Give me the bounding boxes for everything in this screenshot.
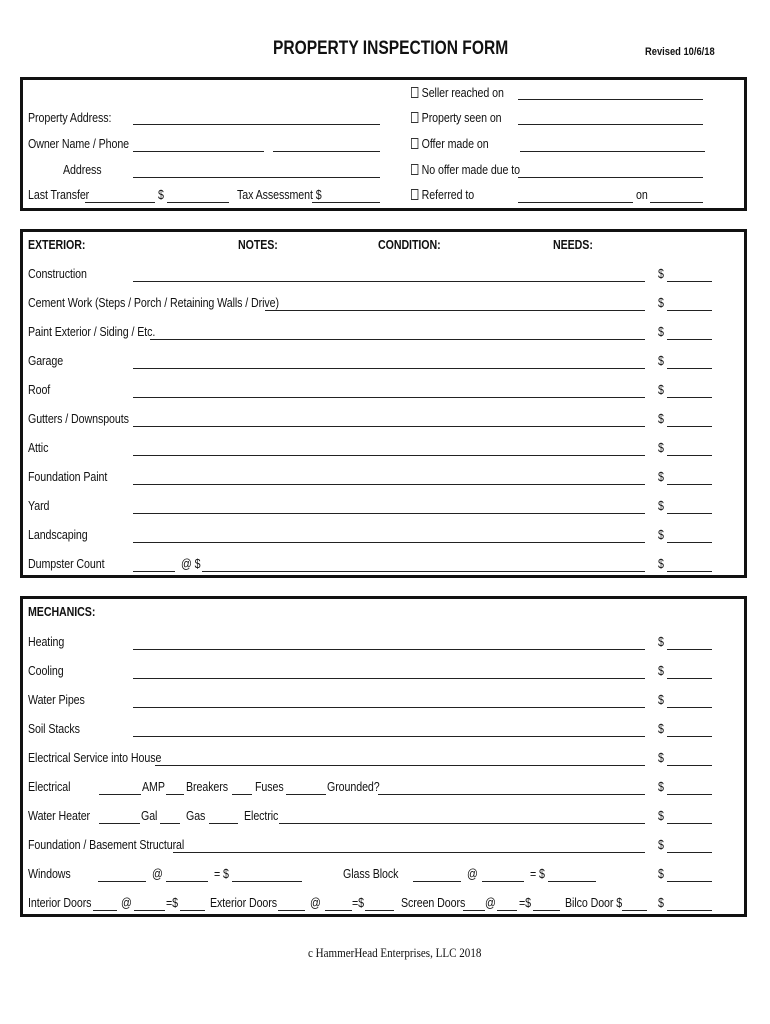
electric-check-field[interactable] — [209, 823, 238, 824]
referred-on-date-field[interactable] — [650, 202, 703, 203]
last-transfer-dollar: $ — [158, 187, 164, 202]
exterior-needs-dollar: $ — [658, 382, 664, 397]
no-offer-label: No offer made due to — [421, 162, 520, 177]
electrical-service-field[interactable] — [155, 765, 645, 766]
windows-at-label: @ — [152, 866, 163, 881]
exterior-item-label: Attic — [28, 440, 49, 455]
property-address-label: Property Address: — [28, 110, 112, 125]
checkbox-icon[interactable] — [411, 112, 418, 123]
exterior-notes-field[interactable] — [133, 281, 645, 282]
exterior-header: EXTERIOR: — [28, 237, 86, 252]
exterior-doors-at-label: @ — [310, 895, 321, 910]
amp-field[interactable] — [99, 794, 141, 795]
breakers-check-field[interactable] — [166, 794, 184, 795]
property-address-field[interactable] — [133, 124, 380, 125]
interior-doors-price-field[interactable] — [134, 910, 165, 911]
exterior-notes-field[interactable] — [133, 455, 645, 456]
screen-doors-price-field[interactable] — [497, 910, 517, 911]
exterior-needs-amount-field[interactable] — [667, 368, 712, 369]
mechanics-item-label: Soil Stacks — [28, 721, 80, 736]
mechanics-needs-amount-field[interactable] — [667, 794, 712, 795]
gal-label: Gal — [141, 808, 158, 823]
exterior-needs-dollar: $ — [658, 295, 664, 310]
water-heater-notes-field[interactable] — [279, 823, 645, 824]
mechanics-notes-field[interactable] — [133, 707, 645, 708]
exterior-needs-amount-field[interactable] — [667, 455, 712, 456]
owner-address-field[interactable] — [133, 177, 380, 178]
exterior-doors-eq-label: =$ — [352, 895, 364, 910]
exterior-notes-field[interactable] — [133, 397, 645, 398]
glass-block-count-field[interactable] — [413, 881, 461, 882]
exterior-notes-field[interactable] — [133, 513, 645, 514]
glass-block-total-field[interactable] — [548, 881, 596, 882]
mechanics-needs-amount-field[interactable] — [667, 852, 712, 853]
offer-made-row[interactable] — [411, 136, 489, 151]
gas-label: Gas — [186, 808, 206, 823]
referred-to-field[interactable] — [518, 202, 633, 203]
exterior-notes-field[interactable] — [202, 571, 645, 572]
checkbox-icon[interactable] — [411, 189, 418, 200]
electrical-notes-field[interactable] — [378, 794, 645, 795]
mechanics-header: MECHANICS: — [28, 604, 96, 619]
fuses-label: Fuses — [255, 779, 284, 794]
revision-date: Revised 10/6/18 — [645, 46, 715, 58]
screen-doors-label: Screen Doors — [401, 895, 466, 910]
property-seen-row[interactable] — [411, 110, 502, 125]
exterior-doors-count-field[interactable] — [278, 910, 305, 911]
property-seen-label: Property seen on — [421, 110, 502, 125]
exterior-needs-dollar: $ — [658, 353, 664, 368]
amp-label: AMP — [142, 779, 165, 794]
no-offer-reason-field[interactable] — [518, 177, 703, 178]
screen-doors-eq-label: =$ — [519, 895, 531, 910]
mechanics-notes-field[interactable] — [133, 736, 645, 737]
mechanics-item-label: Electrical Service into House — [28, 750, 162, 765]
copyright-footer: c HammerHead Enterprises, LLC 2018 — [308, 945, 482, 960]
exterior-needs-dollar: $ — [658, 440, 664, 455]
windows-total-field[interactable] — [232, 881, 302, 882]
grounded-check-field[interactable] — [286, 794, 326, 795]
checkbox-icon[interactable] — [411, 138, 418, 149]
exterior-needs-amount-field[interactable] — [667, 281, 712, 282]
exterior-item-label: Dumpster Count — [28, 556, 105, 571]
mechanics-needs-dollar: $ — [658, 866, 664, 881]
mechanics-needs-amount-field[interactable] — [667, 823, 712, 824]
mechanics-needs-dollar: $ — [658, 634, 664, 649]
mechanics-needs-dollar: $ — [658, 837, 664, 852]
exterior-needs-amount-field[interactable] — [667, 339, 712, 340]
mechanics-notes-field[interactable] — [133, 649, 645, 650]
owner-phone-field[interactable] — [273, 151, 380, 152]
mechanics-item-label: Windows — [28, 866, 71, 881]
fuses-check-field[interactable] — [232, 794, 252, 795]
foundation-structural-field[interactable] — [173, 852, 645, 853]
no-offer-row[interactable] — [411, 162, 520, 177]
exterior-needs-amount-field[interactable] — [667, 571, 712, 572]
exterior-notes-field[interactable] — [133, 542, 645, 543]
windows-price-field[interactable] — [166, 881, 208, 882]
exterior-item-label: Cement Work (Steps / Porch / Retaining Walls / Drive) — [28, 295, 279, 310]
exterior-notes-field[interactable] — [265, 310, 645, 311]
referred-to-row[interactable] — [411, 187, 474, 202]
exterior-needs-dollar: $ — [658, 266, 664, 281]
notes-header: NOTES: — [238, 237, 278, 252]
interior-doors-eq-label: =$ — [166, 895, 178, 910]
exterior-item-label: Construction — [28, 266, 87, 281]
exterior-notes-field[interactable] — [133, 484, 645, 485]
mechanics-item-label: Interior Doors — [28, 895, 92, 910]
exterior-item-label: Paint Exterior / Siding / Etc. — [28, 324, 156, 339]
tax-assessment-label: Tax Assessment $ — [237, 187, 322, 202]
exterior-needs-dollar: $ — [658, 324, 664, 339]
gas-check-field[interactable] — [160, 823, 180, 824]
exterior-needs-amount-field[interactable] — [667, 542, 712, 543]
exterior-item-label: Gutters / Downspouts — [28, 411, 129, 426]
electric-label: Electric — [244, 808, 279, 823]
mechanics-needs-amount-field[interactable] — [667, 678, 712, 679]
interior-doors-at-label: @ — [121, 895, 132, 910]
exterior-item-label: Garage — [28, 353, 64, 368]
mechanics-item-label: Electrical — [28, 779, 71, 794]
form-title: PROPERTY INSPECTION FORM — [273, 38, 509, 59]
mechanics-needs-dollar: $ — [658, 808, 664, 823]
mechanics-needs-amount-field[interactable] — [667, 707, 712, 708]
owner-address-label: Address — [63, 162, 102, 177]
last-transfer-amount-field[interactable] — [167, 202, 229, 203]
mechanics-item-label: Cooling — [28, 663, 64, 678]
exterior-doors-total-field[interactable] — [365, 910, 394, 911]
exterior-notes-field[interactable] — [133, 368, 645, 369]
exterior-item-label: Roof — [28, 382, 51, 397]
mechanics-item-label: Water Heater — [28, 808, 91, 823]
owner-name-field[interactable] — [133, 151, 264, 152]
mechanics-needs-amount-field[interactable] — [667, 910, 712, 911]
mechanics-needs-amount-field[interactable] — [667, 881, 712, 882]
exterior-item-label: Landscaping — [28, 527, 88, 542]
mechanics-needs-dollar: $ — [658, 721, 664, 736]
needs-header: NEEDS: — [553, 237, 593, 252]
last-transfer-date-field[interactable] — [85, 202, 155, 203]
owner-name-phone-label: Owner Name / Phone — [28, 136, 130, 151]
glass-block-at-label: @ — [467, 866, 478, 881]
referred-to-label: Referred to — [421, 187, 475, 202]
exterior-needs-dollar: $ — [658, 411, 664, 426]
interior-doors-count-field[interactable] — [93, 910, 117, 911]
exterior-notes-field[interactable] — [150, 339, 645, 340]
bilco-door-field[interactable] — [622, 910, 647, 911]
screen-doors-total-field[interactable] — [533, 910, 560, 911]
property-seen-field[interactable] — [518, 124, 703, 125]
exterior-needs-dollar: $ — [658, 469, 664, 484]
exterior-notes-field[interactable] — [133, 426, 645, 427]
offer-made-field[interactable] — [520, 151, 705, 152]
exterior-needs-amount-field[interactable] — [667, 397, 712, 398]
seller-reached-label: Seller reached on — [421, 85, 504, 100]
dumpster-at-label: @ $ — [181, 556, 201, 571]
glass-block-label: Glass Block — [343, 866, 399, 881]
screen-doors-at-label: @ — [485, 895, 496, 910]
dumpster-count-field[interactable] — [133, 571, 175, 572]
screen-doors-count-field[interactable] — [463, 910, 485, 911]
mechanics-needs-amount-field[interactable] — [667, 649, 712, 650]
windows-count-field[interactable] — [98, 881, 146, 882]
breakers-label: Breakers — [186, 779, 229, 794]
water-heater-gal-field[interactable] — [99, 823, 140, 824]
exterior-item-label: Foundation Paint — [28, 469, 108, 484]
checkbox-icon[interactable] — [411, 164, 418, 175]
exterior-doors-price-field[interactable] — [325, 910, 352, 911]
interior-doors-total-field[interactable] — [180, 910, 205, 911]
checkbox-icon[interactable] — [411, 87, 418, 98]
seller-reached-field[interactable] — [518, 99, 703, 100]
exterior-needs-amount-field[interactable] — [667, 426, 712, 427]
mechanics-item-label: Foundation / Basement Structural — [28, 837, 185, 852]
tax-assessment-field[interactable] — [312, 202, 380, 203]
exterior-needs-dollar: $ — [658, 527, 664, 542]
exterior-needs-amount-field[interactable] — [667, 513, 712, 514]
exterior-needs-dollar: $ — [658, 498, 664, 513]
mechanics-item-label: Heating — [28, 634, 65, 649]
referred-on-label: on — [636, 187, 648, 202]
mechanics-needs-dollar: $ — [658, 779, 664, 794]
exterior-doors-label: Exterior Doors — [210, 895, 277, 910]
glass-block-eq-label: = $ — [530, 866, 545, 881]
mechanics-item-label: Water Pipes — [28, 692, 85, 707]
mechanics-needs-dollar: $ — [658, 692, 664, 707]
offer-made-label: Offer made on — [421, 136, 489, 151]
exterior-needs-amount-field[interactable] — [667, 484, 712, 485]
exterior-needs-dollar: $ — [658, 556, 664, 571]
grounded-label: Grounded? — [327, 779, 380, 794]
last-transfer-label: Last Transfer — [28, 187, 90, 202]
seller-reached-row[interactable] — [411, 85, 504, 100]
mechanics-needs-amount-field[interactable] — [667, 765, 712, 766]
bilco-door-label: Bilco Door $ — [565, 895, 623, 910]
mechanics-notes-field[interactable] — [133, 678, 645, 679]
mechanics-needs-dollar: $ — [658, 895, 664, 910]
glass-block-price-field[interactable] — [482, 881, 524, 882]
exterior-needs-amount-field[interactable] — [667, 310, 712, 311]
windows-eq-label: = $ — [214, 866, 229, 881]
exterior-item-label: Yard — [28, 498, 50, 513]
mechanics-needs-dollar: $ — [658, 750, 664, 765]
mechanics-needs-amount-field[interactable] — [667, 736, 712, 737]
condition-header: CONDITION: — [378, 237, 441, 252]
mechanics-needs-dollar: $ — [658, 663, 664, 678]
